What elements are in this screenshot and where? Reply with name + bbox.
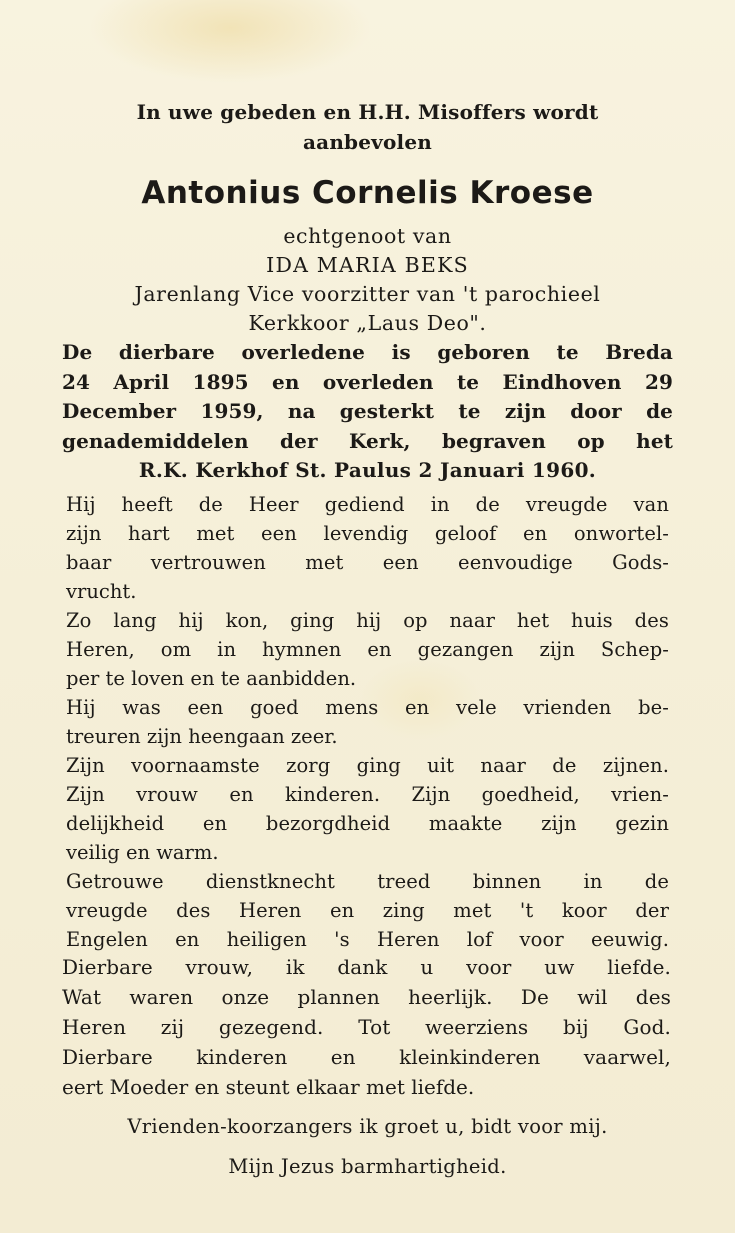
farewell-line: Wat waren onze plannen heerlijk. De wil des <box>62 985 671 1009</box>
deceased-name: Antonius Cornelis Kroese <box>141 175 594 211</box>
tribute-line: delijkheid en bezorgdheid maakte zijn gezin <box>66 812 669 835</box>
spouse-name: IDA MARIA BEKS <box>266 253 469 277</box>
farewell-line: Dierbare kinderen en kleinkinderen vaarwel, <box>62 1045 671 1069</box>
tribute-line: Engelen en heiligen 's Heren lof voor eeuwig. <box>66 928 669 951</box>
closing-section <box>62 1105 673 1185</box>
farewell-text <box>62 952 671 1102</box>
heading-line-1: In uwe gebeden en H.H. Misoffers wordt <box>136 100 599 124</box>
tribute-line: Hij was een goed mens en vele vrienden be- <box>66 696 669 719</box>
bio-last-line: R.K. Kerkhof St. Paulus 2 Januari 1960. <box>138 458 597 482</box>
tribute-line: Zijn voornaamste zorg ging uit naar de zijnen. <box>66 754 669 777</box>
intro-section <box>62 222 673 486</box>
farewell-line: Dierbare vrouw, ik dank u voor uw liefde. <box>62 955 671 979</box>
bio-line: 24 April 1895 en overleden te Eindhoven 29 <box>62 369 673 394</box>
heading-line-2: aanbevolen <box>303 129 432 154</box>
closing-line-2: Mijn Jezus barmhartigheid. <box>228 1155 507 1178</box>
tribute-line: baar vertrouwen met een eenvoudige Gods- <box>66 551 669 574</box>
tribute-line: vreugde des Heren en zing met 't koor der <box>66 899 669 922</box>
tribute-line: treuren zijn heengaan zeer. <box>66 725 338 748</box>
bio-line: De dierbare overledene is geboren te Breda <box>62 340 673 364</box>
tribute-line: veilig en warm. <box>66 841 219 864</box>
tribute-text <box>66 490 669 954</box>
tribute-line: Zo lang hij kon, ging hij op naar het huis des <box>66 609 669 632</box>
tribute-line: Hij heeft de Heer gediend in de vreugde van <box>66 493 669 516</box>
tribute-line: per te loven en te aanbidden. <box>66 667 357 690</box>
tribute-line: Zijn vrouw en kinderen. Zijn goedheid, vrien- <box>66 783 669 806</box>
role-line-2: Kerkkoor „Laus Deo". <box>248 311 487 335</box>
role-line-1: Jarenlang Vice voorzitter van 't parochieel <box>134 282 601 306</box>
bio-line: genademiddelen der Kerk, begraven op het <box>62 428 673 453</box>
bio-line: December 1959, na gesterkt te zijn door de <box>62 399 673 423</box>
prayer-heading <box>0 98 735 157</box>
spouse-label: echtgenoot van <box>283 224 452 248</box>
tribute-line: vrucht. <box>66 580 137 603</box>
farewell-line: Heren zij gezegend. Tot weerziens bij God. <box>62 1015 671 1039</box>
tribute-line: Getrouwe dienstknecht treed binnen in de <box>66 870 669 893</box>
tribute-line: Heren, om in hymnen en gezangen zijn Schep- <box>66 638 669 661</box>
closing-line-1: Vrienden-koorzangers ik groet u, bidt voor mij. <box>127 1115 608 1138</box>
farewell-line: eert Moeder en steunt elkaar met liefde. <box>62 1075 475 1099</box>
tribute-line: zijn hart met een levendig geloof en onwortel- <box>66 522 669 545</box>
